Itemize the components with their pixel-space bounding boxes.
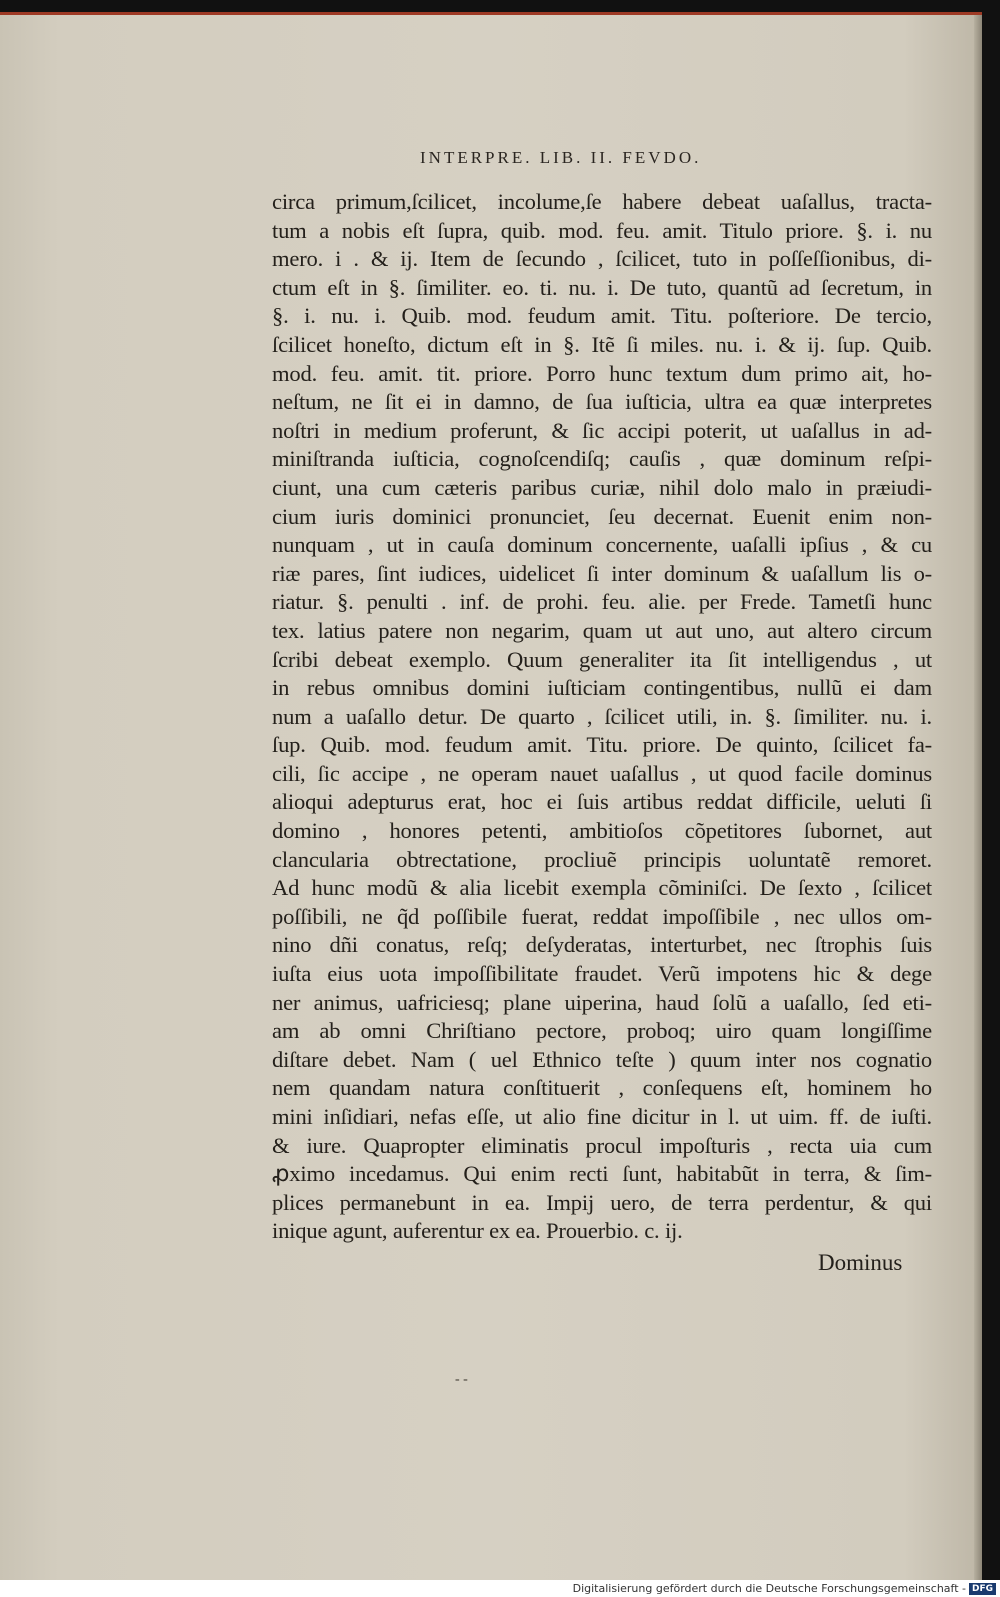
text-line: clancularia obtrectatione, procliuẽ principis uoluntatẽ remoret. bbox=[272, 846, 932, 872]
text-line: ciunt, una cum cæteris paribus curiæ, nihil dolo malo in præiudi- bbox=[272, 474, 932, 500]
text-line: ꝓximo incedamus. Qui enim recti ſunt, habitabũt in terra, & ſim- bbox=[272, 1161, 932, 1187]
text-line: cium iuris dominici pronunciet, ſeu decernat. Euenit enim non- bbox=[272, 503, 932, 529]
page-edge bbox=[974, 15, 982, 1583]
text-line: neſtum, ne ſit ei in damno, de ſua iuſticia, ultra ea quæ interpretes bbox=[272, 389, 932, 415]
dfg-logo: DFG bbox=[969, 1583, 996, 1595]
body-text bbox=[272, 188, 932, 1246]
text-line: num a uaſallo detur. De quarto , ſcilicet utili, in. §. ſimiliter. nu. i. bbox=[272, 703, 932, 729]
text-line: ſcribi debeat exemplo. Quum generaliter ita ſit intelligendus , ut bbox=[272, 646, 932, 672]
running-header: INTERPRE. LIB. II. FEVDO. bbox=[420, 148, 702, 167]
catchword: Dominus bbox=[818, 1250, 903, 1275]
text-line: ſup. Quib. mod. feudum amit. Titu. priore. De quinto, ſcilicet fa- bbox=[272, 732, 932, 758]
text-line: cili, ſic accipe , ne operam nauet uaſallus , ut quod facile dominus bbox=[272, 760, 932, 786]
text-line: ner animus, uafriciesq; plane uiperina, haud ſolũ a uaſallo, ſed eti- bbox=[272, 989, 932, 1015]
text-line: nunquam , ut in cauſa dominum concernente, uaſalli ipſius , & cu bbox=[272, 532, 932, 558]
text-line: nino dñi conatus, reſq; deſyderatas, interturbet, nec ſtrophis ſuis bbox=[272, 932, 932, 958]
text-line: & iure. Quapropter eliminatis procul impoſturis , recta uia cum bbox=[272, 1132, 932, 1158]
text-line: miniſtranda iuſticia, cognoſcendiſq; cauſis , quæ dominum reſpi- bbox=[272, 446, 932, 472]
text-line: riatur. §. penulti . inf. de prohi. feu. alie. per Frede. Tametſi hunc bbox=[272, 589, 932, 615]
text-line: mini inſidiari, nefas eſſe, ut alio fine dicitur in l. ut uim. ff. de iuſti. bbox=[272, 1104, 932, 1129]
text-line: plices permanebunt in ea. Impij uero, de terra perdentur, & qui bbox=[272, 1189, 932, 1215]
text-line: tex. latius patere non negarim, quam ut aut uno, aut altero circum bbox=[272, 617, 932, 643]
text-line: inique agunt, auferentur ex ea. Prouerbio. c. ij. bbox=[272, 1218, 683, 1244]
text-line: §. i. nu. i. Quib. mod. feudum amit. Titu. poſteriore. De tercio, bbox=[272, 303, 932, 329]
text-line: iuſta eius uota impoſſibilitate fraudet. Verũ impotens hic & dege bbox=[272, 961, 932, 987]
footer-bar bbox=[0, 1580, 1000, 1597]
text-line: domino , honores petenti, ambitioſos cõpetitores ſubornet, aut bbox=[272, 818, 932, 844]
text-line: noſtri in medium proferunt, & ſic accipi poterit, ut uaſallus in ad- bbox=[272, 417, 932, 443]
text-line: circa primum,ſcilicet, incolume,ſe habere debeat uaſallus, tracta- bbox=[272, 189, 932, 214]
text-line: riæ pares, ſint iudices, uidelicet ſi inter dominum & uaſallum lis o- bbox=[272, 560, 932, 586]
footer-credit: Digitalisierung gefördert durch die Deutsche Forschungsgemeinschaft - bbox=[572, 1582, 966, 1595]
text-line: tum a nobis eſt ſupra, quib. mod. feu. amit. Titulo priore. §. i. nu bbox=[272, 217, 932, 243]
text-line: poſſibili, ne q̃d poſſibile fuerat, reddat impoſſibile , nec ullos om- bbox=[272, 903, 932, 929]
page-mark: - - bbox=[455, 1372, 468, 1387]
text-line: alioqui adepturus erat, hoc ei ſuis artibus reddat difficile, ueluti ſi bbox=[272, 789, 932, 815]
text-line: ſcilicet honeſto, dictum eſt in §. Itẽ ſi miles. nu. i. & ij. ſup. Quib. bbox=[272, 331, 932, 357]
text-line: am ab omni Chriſtiano pectore, proboq; uiro quam longiſſime bbox=[272, 1018, 932, 1044]
text-line: mero. i . & ij. Item de ſecundo , ſcilicet, tuto in poſſeſſionibus, di- bbox=[272, 246, 932, 272]
text-line: Ad hunc modũ & alia licebit exempla cõminiſci. De ſexto , ſcilicet bbox=[272, 875, 932, 901]
text-line: diſtare debet. Nam ( uel Ethnico teſte ) quum inter nos cognatio bbox=[272, 1046, 932, 1072]
text-line: ctum eſt in §. ſimiliter. eo. ti. nu. i. De tuto, quantũ ad ſecretum, in bbox=[272, 274, 932, 300]
text-line: mod. feu. amit. tit. priore. Porro hunc textum dum primo ait, ho- bbox=[272, 360, 932, 386]
text-line: in rebus omnibus domini iuſticiam contingentibus, nullũ ei dam bbox=[272, 675, 932, 701]
text-line: nem quandam natura conſtituerit , conſequens eſt, hominem ho bbox=[272, 1075, 932, 1101]
